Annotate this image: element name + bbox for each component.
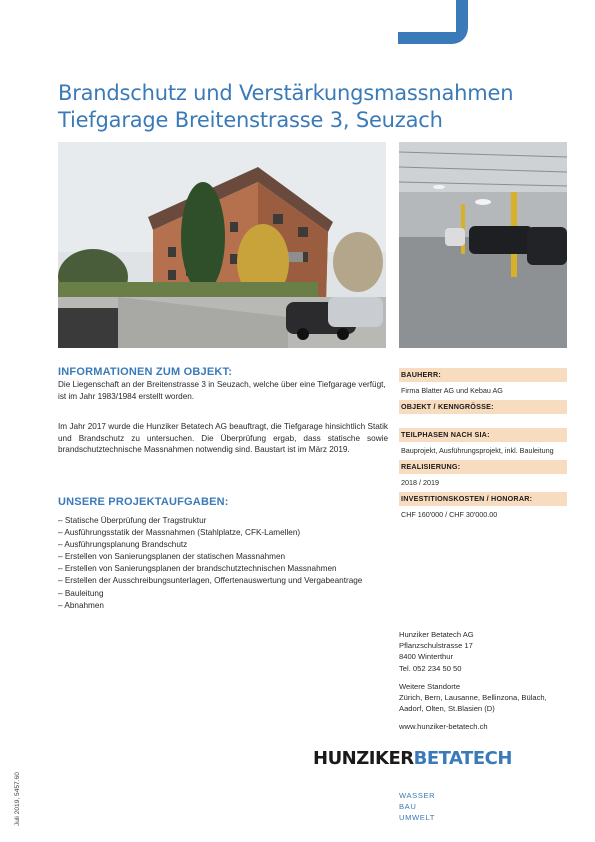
website-link[interactable]: www.hunziker-betatech.ch [399, 722, 488, 732]
company-phone: Tel. 052 234 50 50 [399, 663, 462, 673]
realisierung-value: 2018 / 2019 [401, 478, 439, 487]
title-line-1: Brandschutz und Verstärkungsmassnahmen [58, 81, 514, 105]
page-title [58, 80, 538, 134]
company-city: 8400 Winterthur [399, 652, 454, 662]
contact-block [399, 629, 569, 733]
list-item: – Erstellen der Ausschreibungsunterlagen, Offertenauswertung und Vergabeantrage [58, 576, 363, 586]
title-line-2: Tiefgarage Breitenstrasse 3, Seuzach [58, 108, 443, 132]
bauherr-label: BAUHERR: [399, 368, 567, 382]
teilphasen-label: TEILPHASEN NACH SIA: [399, 428, 567, 442]
facts-panel [399, 368, 567, 524]
info-paragraph-1: Die Liegenschaft an der Breitenstrasse 3 in Seuzach, welche über eine Tiefgarage verfügt, ist im Jahr 1983/1984 erstellt worden. [58, 380, 386, 401]
list-item: – Bauleitung [58, 588, 104, 598]
objekt-value [399, 414, 567, 428]
list-item: – Erstellen von Sanierungsplanen der brandschutztechnischen Massnahmen [58, 564, 337, 574]
investitionskosten-value: CHF 160'000 / CHF 30'000.00 [401, 510, 498, 519]
building-photo [58, 142, 386, 348]
objekt-label: OBJEKT / KENNGRÖSSE: [399, 400, 567, 414]
garage-photo [399, 142, 567, 348]
footer-date: Juli 2019, 5457.60 [14, 772, 21, 826]
list-item: – Ausführungsstatik der Massnahmen (Stahlplatze, CFK-Lamellen) [58, 528, 301, 538]
list-item: – Abnahmen [58, 600, 104, 610]
tasks-heading: UNSERE PROJEKTAUFGABEN: [58, 496, 229, 508]
more-locations-label: Weitere Standorte [399, 681, 461, 691]
tagline-line-3: UMWELT [399, 813, 435, 822]
list-item: – Ausführungsplanung Brandschutz [58, 540, 188, 550]
list-item: – Erstellen von Sanierungsplanen der statischen Massnahmen [58, 552, 286, 562]
company-name: Hunziker Betatech AG [399, 630, 474, 639]
tasks-list [58, 515, 388, 612]
brand-part-1: HUNZIKER [313, 748, 414, 769]
list-item: – Statische Überprüfung der Tragstruktur [58, 516, 207, 525]
investitionskosten-label: INVESTITIONSKOSTEN / HONORAR: [399, 492, 567, 506]
info-heading: INFORMATIONEN ZUM OBJEKT: [58, 366, 233, 378]
locations-line-1: Zürich, Bern, Lausanne, Bellinzona, Bülach, [399, 693, 547, 703]
brand-wordmark [313, 748, 513, 770]
realisierung-label: REALISIERUNG: [399, 460, 567, 474]
tagline [399, 790, 479, 823]
bauherr-value: Firma Blatter AG und Kebau AG [401, 386, 503, 395]
info-paragraph-2: Im Jahr 2017 wurde die Hunziker Betatech AG beauftragt, die Tiefgarage hinsichtlich Statik und Brandschutz zu untersuchen. Die Überprüfung ergab, dass statische sowie brandschutztechnische Massnahmen notwendig sind. Baustart ist im März 2019. [58, 422, 388, 455]
brand-part-2: BETATECH [413, 748, 512, 769]
company-street: Pflanzschulstrasse 17 [399, 641, 473, 651]
locations-line-2: Aadorf, Olten, St.Blasien (D) [399, 704, 495, 714]
logo-mark-icon [398, 0, 468, 46]
teilphasen-value: Bauprojekt, Ausführungsprojekt, inkl. Bauleitung [401, 446, 554, 455]
tagline-line-2: BAU [399, 802, 417, 811]
tagline-line-1: WASSER [399, 791, 436, 800]
